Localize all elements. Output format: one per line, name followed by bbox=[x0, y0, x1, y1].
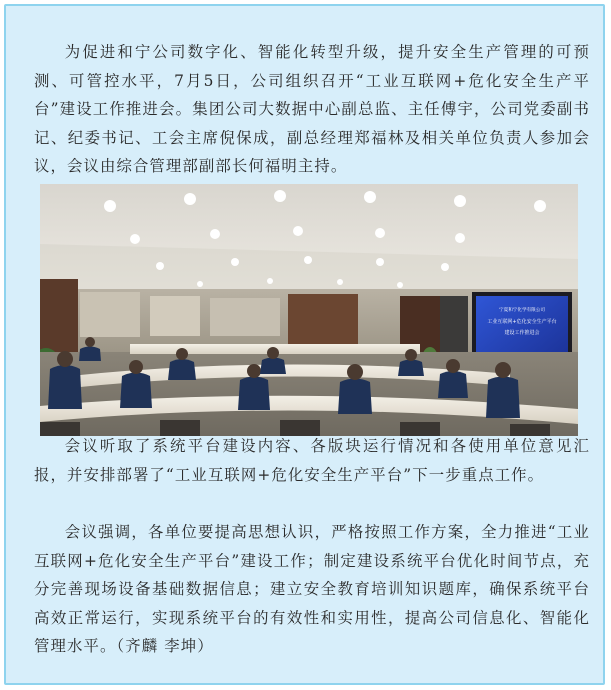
article-paragraph-3: 会议强调，各单位要提高思想认识，严格按照工作方案，全力推进“工业互联网+危化安全生产平台”建设工作；制定建设系统平台优化时间节点，充分完善现场设备基础数据信息；建立安全教育培训知识题库，确保系统平台高效正常运行，实现系统平台的有效性和实用性，提高公司信息化、智能化管理水平。（齐麟 李坤） bbox=[34, 523, 590, 655]
screen-title-line-3: 建设工作推进会 bbox=[504, 330, 540, 336]
screen-title-line-2: 工业互联网+危化安全生产平台 bbox=[487, 319, 557, 325]
article-frame bbox=[4, 4, 605, 685]
article-paragraph-1: 为促进和宁公司数字化、智能化转型升级，提升安全生产管理的可预测、可管控水平，7月5日，公司组织召开“工业互联网+危化安全生产平台”建设工作推进会。集团公司大数据中心副总监、主任傅宇，公司党委副书记、纪委书记、工会主席倪保成，副总经理郑福林及相关单位负责人参加会议，会议由综合管理部副部长何福明主持。 bbox=[34, 43, 590, 175]
screen-title-line-1: 宁夏和宁化学有限公司 bbox=[499, 308, 545, 313]
article-paragraph-2: 会议听取了系统平台建设内容、各版块运行情况和各使用单位意见汇报，并安排部署了“工业互联网+危化安全生产平台”下一步重点工作。 bbox=[34, 437, 590, 484]
meeting-photo bbox=[40, 184, 578, 436]
